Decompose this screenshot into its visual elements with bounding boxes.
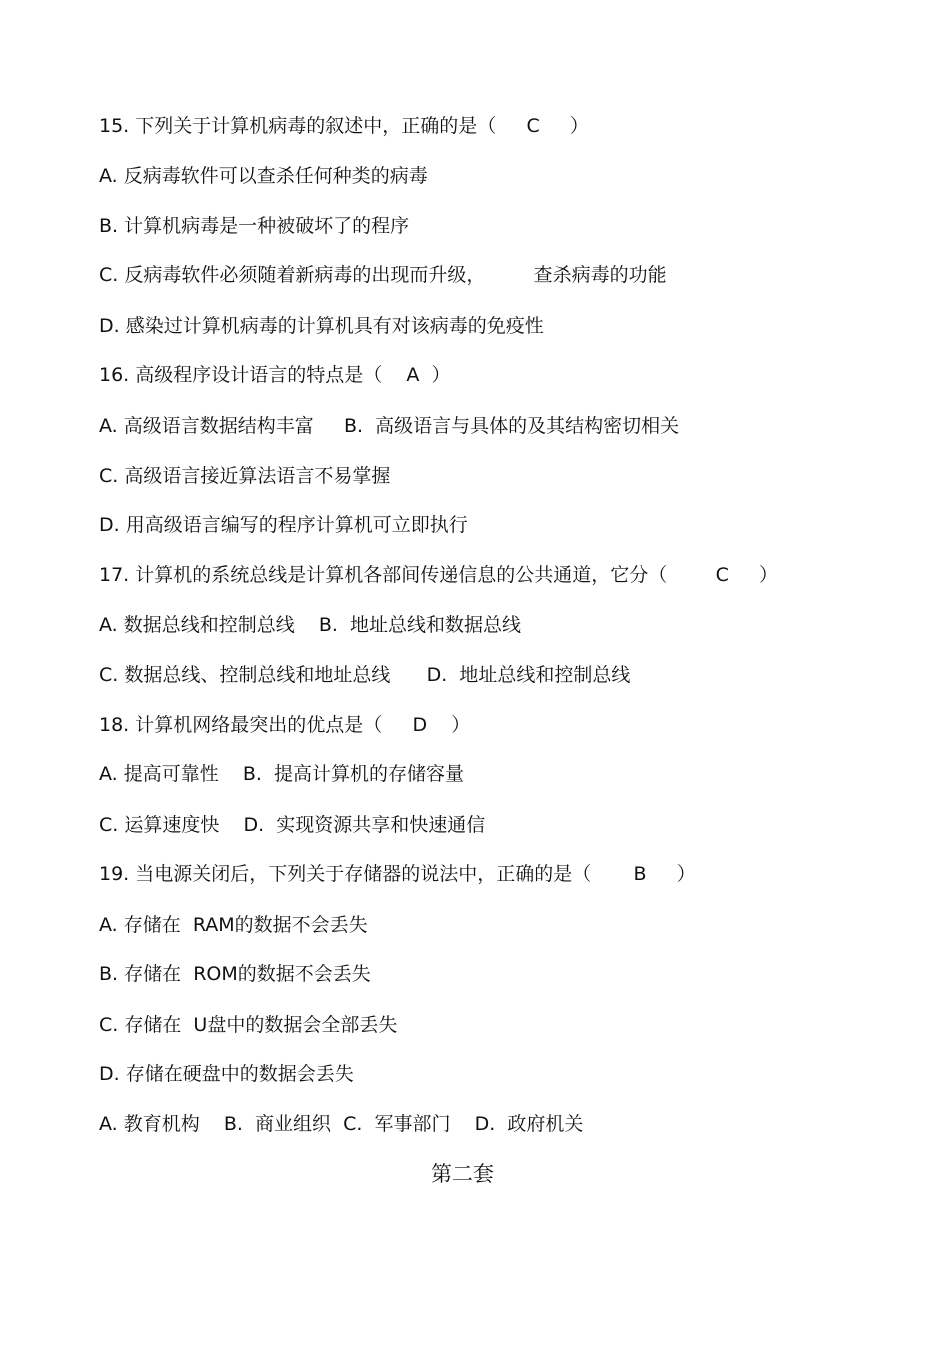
q16-options-ab: A. 高级语言数据结构丰富 B. 高级语言与具体的及其结构密切相关 <box>99 415 680 437</box>
q19-option-c: C. 存储在 U盘中的数据会全部丢失 <box>99 1014 398 1036</box>
q17-options-ab: A. 数据总线和控制总线 B. 地址总线和数据总线 <box>99 614 522 636</box>
question-15: 15. 下列关于计算机病毒的叙述中，正确的是（ C ） <box>99 115 589 137</box>
section-title: 第二套 <box>431 1162 494 1186</box>
question-18: 18. 计算机网络最突出的优点是（ D ） <box>99 714 471 736</box>
q17-options-cd: C. 数据总线、控制总线和地址总线 D. 地址总线和控制总线 <box>99 664 631 686</box>
q16-option-d: D. 用高级语言编写的程序计算机可立即执行 <box>99 514 468 536</box>
extra-options-line: A. 教育机构 B. 商业组织 C. 军事部门 D. 政府机关 <box>99 1113 584 1135</box>
q18-options-ab: A. 提高可靠性 B. 提高计算机的存储容量 <box>99 763 465 785</box>
q19-option-b: B. 存储在 ROM的数据不会丢失 <box>99 963 371 985</box>
question-19: 19. 当电源关闭后，下列关于存储器的说法中，正确的是（ B ） <box>99 863 696 885</box>
q19-option-a: A. 存储在 RAM的数据不会丢失 <box>99 914 368 936</box>
q15-option-a: A. 反病毒软件可以查杀任何种类的病毒 <box>99 165 428 187</box>
q15-option-d: D. 感染过计算机病毒的计算机具有对该病毒的免疫性 <box>99 315 544 337</box>
question-17: 17. 计算机的系统总线是计算机各部间传递信息的公共通道，它分（ C ） <box>99 564 779 586</box>
question-16: 16. 高级程序设计语言的特点是（ A ） <box>99 364 451 386</box>
q16-option-c: C. 高级语言接近算法语言不易掌握 <box>99 465 391 487</box>
q15-option-c: C. 反病毒软件必须随着新病毒的出现而升级， 查杀病毒的功能 <box>99 264 667 286</box>
q18-options-cd: C. 运算速度快 D. 实现资源共享和快速通信 <box>99 814 486 836</box>
q19-option-d: D. 存储在硬盘中的数据会丢失 <box>99 1063 354 1085</box>
q15-option-b: B. 计算机病毒是一种被破坏了的程序 <box>99 215 410 237</box>
